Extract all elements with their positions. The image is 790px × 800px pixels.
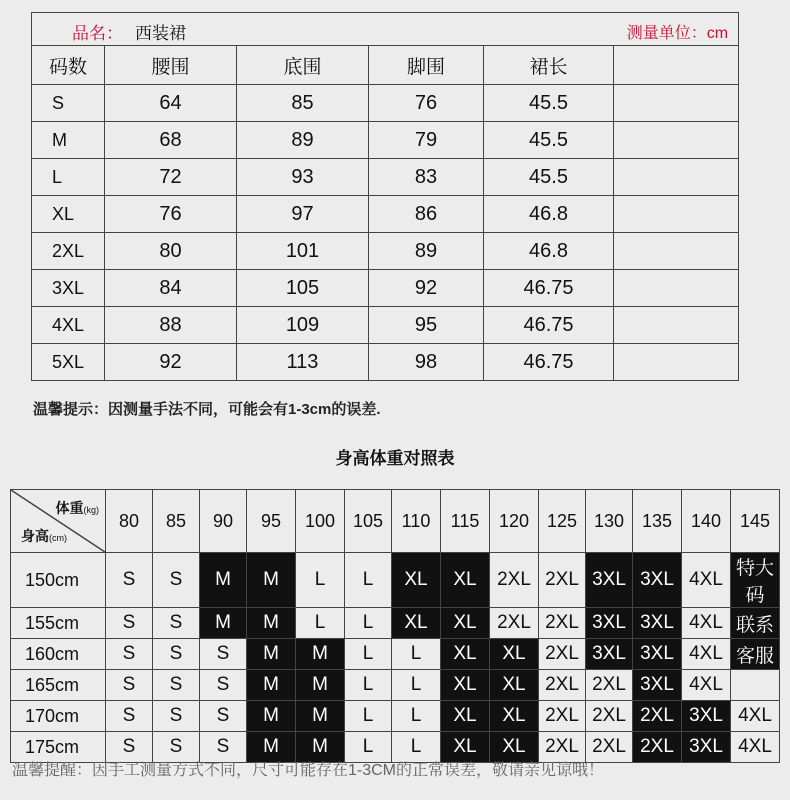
size-recommendation-cell: 3XL [633,670,682,701]
size-recommendation-cell: S [200,701,247,732]
length-cell: 46.8 [484,233,614,270]
size-recommendation-cell: XL [490,732,539,763]
header-skirt-length: 裙长 [484,46,614,85]
size-recommendation-cell: L [345,670,392,701]
size-recommendation-cell: XL [441,670,490,701]
weight-label: 体重 [55,500,84,516]
size-recommendation-cell: 4XL [682,670,731,701]
size-recommendation-cell: 4XL [682,553,731,608]
hw-row [11,608,780,639]
size-recommendation-cell: M [296,701,345,732]
height-cell: 150cm [11,553,106,608]
size-recommendation-cell: M [247,608,296,639]
weight-header-cell: 110 [392,490,441,553]
size-recommendation-cell: 3XL [586,608,633,639]
weight-unit: (kg) [83,505,99,515]
size-recommendation-cell: L [296,608,345,639]
empty-cell [614,85,739,122]
size-recommendation-cell: 2XL [539,639,586,670]
size-recommendation-cell: 2XL [539,608,586,639]
size-recommendation-cell: M [296,670,345,701]
size-recommendation-cell: M [296,732,345,763]
weight-header-cell: 135 [633,490,682,553]
product-name-value: 西装裙 [135,24,186,43]
size-recommendation-cell: 4XL [682,639,731,670]
size-recommendation-cell: S [153,608,200,639]
size-recommendation-cell: M [200,553,247,608]
weight-header-cell: 95 [247,490,296,553]
size-row [32,196,739,233]
height-cell: 155cm [11,608,106,639]
size-row [32,159,739,196]
length-cell: 46.75 [484,270,614,307]
leg-opening-cell: 95 [369,307,484,344]
waist-cell: 88 [105,307,237,344]
size-recommendation-cell: S [153,670,200,701]
size-recommendation-cell: 3XL [682,701,731,732]
leg-opening-cell: 89 [369,233,484,270]
size-recommendation-cell: S [200,732,247,763]
size-recommendation-cell: L [345,732,392,763]
size-recommendation-cell: L [345,639,392,670]
size-cell: M [32,122,105,159]
size-chart-header-row [32,46,739,85]
hw-row [11,701,780,732]
size-recommendation-cell: S [153,553,200,608]
size-recommendation-cell: S [106,701,153,732]
size-chart-title-row [32,13,739,46]
size-recommendation-cell: 4XL [731,701,780,732]
size-recommendation-cell: S [153,639,200,670]
size-recommendation-cell [731,670,780,701]
leg-opening-cell: 86 [369,196,484,233]
leg-opening-cell: 98 [369,344,484,381]
size-recommendation-cell: 2XL [490,553,539,608]
size-recommendation-cell: M [247,553,296,608]
size-recommendation-cell: XL [392,553,441,608]
waist-cell: 68 [105,122,237,159]
size-recommendation-cell: 3XL [633,608,682,639]
size-recommendation-cell: 3XL [633,639,682,670]
product-label: 品名： [72,24,123,43]
size-recommendation-cell: 4XL [682,608,731,639]
weight-header-cell: 100 [296,490,345,553]
hw-header-row [11,490,780,553]
hw-row [11,670,780,701]
size-recommendation-cell: L [345,608,392,639]
waist-cell: 64 [105,85,237,122]
size-recommendation-cell: 4XL [731,732,780,763]
height-unit: (cm) [49,533,67,543]
waist-cell: 72 [105,159,237,196]
size-recommendation-cell: XL [490,639,539,670]
waist-cell: 76 [105,196,237,233]
size-cell: S [32,85,105,122]
weight-header-cell: 145 [731,490,780,553]
weight-header-cell: 115 [441,490,490,553]
hw-row [11,639,780,670]
size-cell: 5XL [32,344,105,381]
size-recommendation-cell: 2XL [586,670,633,701]
size-recommendation-cell: S [106,670,153,701]
leg-opening-cell: 79 [369,122,484,159]
hw-chart-note: 温馨提醒：因手工测量方式不同，尺寸可能存在1-3CM的正常误差，敬请亲见谅哦！ [12,762,605,779]
product-name [72,19,186,44]
size-recommendation-cell: XL [490,670,539,701]
size-recommendation-cell: 2XL [539,670,586,701]
length-cell: 46.8 [484,196,614,233]
leg-opening-cell: 92 [369,270,484,307]
weight-header-cell: 85 [153,490,200,553]
leg-opening-cell: 83 [369,159,484,196]
size-recommendation-cell: 3XL [586,639,633,670]
hw-chart-title: 身高体重对照表 [335,449,455,468]
size-recommendation-cell: S [153,701,200,732]
size-recommendation-cell: 3XL [586,553,633,608]
size-recommendation-cell: XL [490,701,539,732]
height-cell: 160cm [11,639,106,670]
length-cell: 45.5 [484,85,614,122]
leg-opening-cell: 76 [369,85,484,122]
size-recommendation-cell: M [296,639,345,670]
size-recommendation-cell: S [200,670,247,701]
length-cell: 46.75 [484,344,614,381]
size-recommendation-cell: 客服 [731,639,780,670]
hem-cell: 85 [237,85,369,122]
weight-header-cell: 80 [106,490,153,553]
height-cell: 170cm [11,701,106,732]
size-recommendation-cell: 2XL [539,553,586,608]
size-recommendation-cell: XL [441,639,490,670]
size-recommendation-cell: XL [441,701,490,732]
size-recommendation-cell: L [296,553,345,608]
hem-cell: 93 [237,159,369,196]
waist-cell: 92 [105,344,237,381]
size-recommendation-cell: L [392,732,441,763]
size-chart-title-cell [32,13,739,46]
size-recommendation-cell: S [153,732,200,763]
size-cell: L [32,159,105,196]
size-recommendation-cell: 2XL [633,732,682,763]
size-recommendation-cell: XL [441,732,490,763]
size-row [32,270,739,307]
weight-header-cell: 130 [586,490,633,553]
size-row [32,122,739,159]
size-recommendation-cell: S [106,608,153,639]
size-recommendation-cell: S [200,639,247,670]
header-leg-opening: 脚围 [369,46,484,85]
empty-cell [614,159,739,196]
size-row [32,344,739,381]
hem-cell: 89 [237,122,369,159]
length-cell: 45.5 [484,122,614,159]
weight-header-cell: 140 [682,490,731,553]
size-recommendation-cell: L [345,553,392,608]
size-recommendation-cell: 2XL [490,608,539,639]
size-recommendation-cell: L [392,670,441,701]
header-size: 码数 [32,46,105,85]
hw-corner-cell [11,490,106,553]
hem-cell: 97 [237,196,369,233]
hw-chart-body [11,553,780,763]
size-recommendation-cell: M [200,608,247,639]
size-recommendation-cell: 特大码 [731,553,780,608]
size-recommendation-cell: S [106,639,153,670]
size-recommendation-cell: S [106,553,153,608]
size-recommendation-cell: 2XL [539,732,586,763]
size-recommendation-cell: M [247,732,296,763]
size-row [32,307,739,344]
height-weight-table [10,489,780,763]
size-recommendation-cell: XL [441,553,490,608]
size-cell: 2XL [32,233,105,270]
height-label: 身高 [21,528,49,544]
weight-header-cell: 105 [345,490,392,553]
size-recommendation-cell: 2XL [586,701,633,732]
size-chart-body [32,85,739,381]
hem-cell: 105 [237,270,369,307]
waist-cell: 80 [105,233,237,270]
size-recommendation-cell: 3XL [633,553,682,608]
size-recommendation-cell: 2XL [586,732,633,763]
length-cell: 45.5 [484,159,614,196]
size-chart-table [31,12,739,381]
height-cell: 165cm [11,670,106,701]
size-recommendation-cell: 2XL [539,701,586,732]
size-recommendation-cell: XL [441,608,490,639]
hem-cell: 113 [237,344,369,381]
empty-cell [614,344,739,381]
size-recommendation-cell: S [106,732,153,763]
empty-cell [614,270,739,307]
weight-header-cell: 120 [490,490,539,553]
size-recommendation-cell: M [247,670,296,701]
size-cell: 3XL [32,270,105,307]
size-recommendation-cell: 3XL [682,732,731,763]
size-recommendation-cell: 2XL [633,701,682,732]
size-row [32,233,739,270]
height-cell: 175cm [11,732,106,763]
size-recommendation-cell: L [345,701,392,732]
header-waist: 腰围 [105,46,237,85]
size-row [32,85,739,122]
size-cell: XL [32,196,105,233]
empty-cell [614,233,739,270]
weight-header-cell: 90 [200,490,247,553]
hw-row [11,553,780,608]
size-recommendation-cell: 联系 [731,608,780,639]
waist-cell: 84 [105,270,237,307]
hem-cell: 101 [237,233,369,270]
weight-axis-label [56,498,100,518]
empty-cell [614,307,739,344]
empty-cell [614,122,739,159]
size-recommendation-cell: L [392,701,441,732]
size-chart-note: 温馨提示：因测量手法不同，可能会有1-3cm的误差. [33,401,381,418]
empty-cell [614,196,739,233]
size-recommendation-cell: M [247,701,296,732]
height-axis-label [21,526,67,546]
header-hem: 底围 [237,46,369,85]
size-recommendation-cell: XL [392,608,441,639]
size-recommendation-cell: M [247,639,296,670]
size-recommendation-cell: L [392,639,441,670]
size-cell: 4XL [32,307,105,344]
header-empty [614,46,739,85]
weight-header-cell: 125 [539,490,586,553]
hem-cell: 109 [237,307,369,344]
length-cell: 46.75 [484,307,614,344]
unit-label: 测量单位：cm [626,25,729,42]
